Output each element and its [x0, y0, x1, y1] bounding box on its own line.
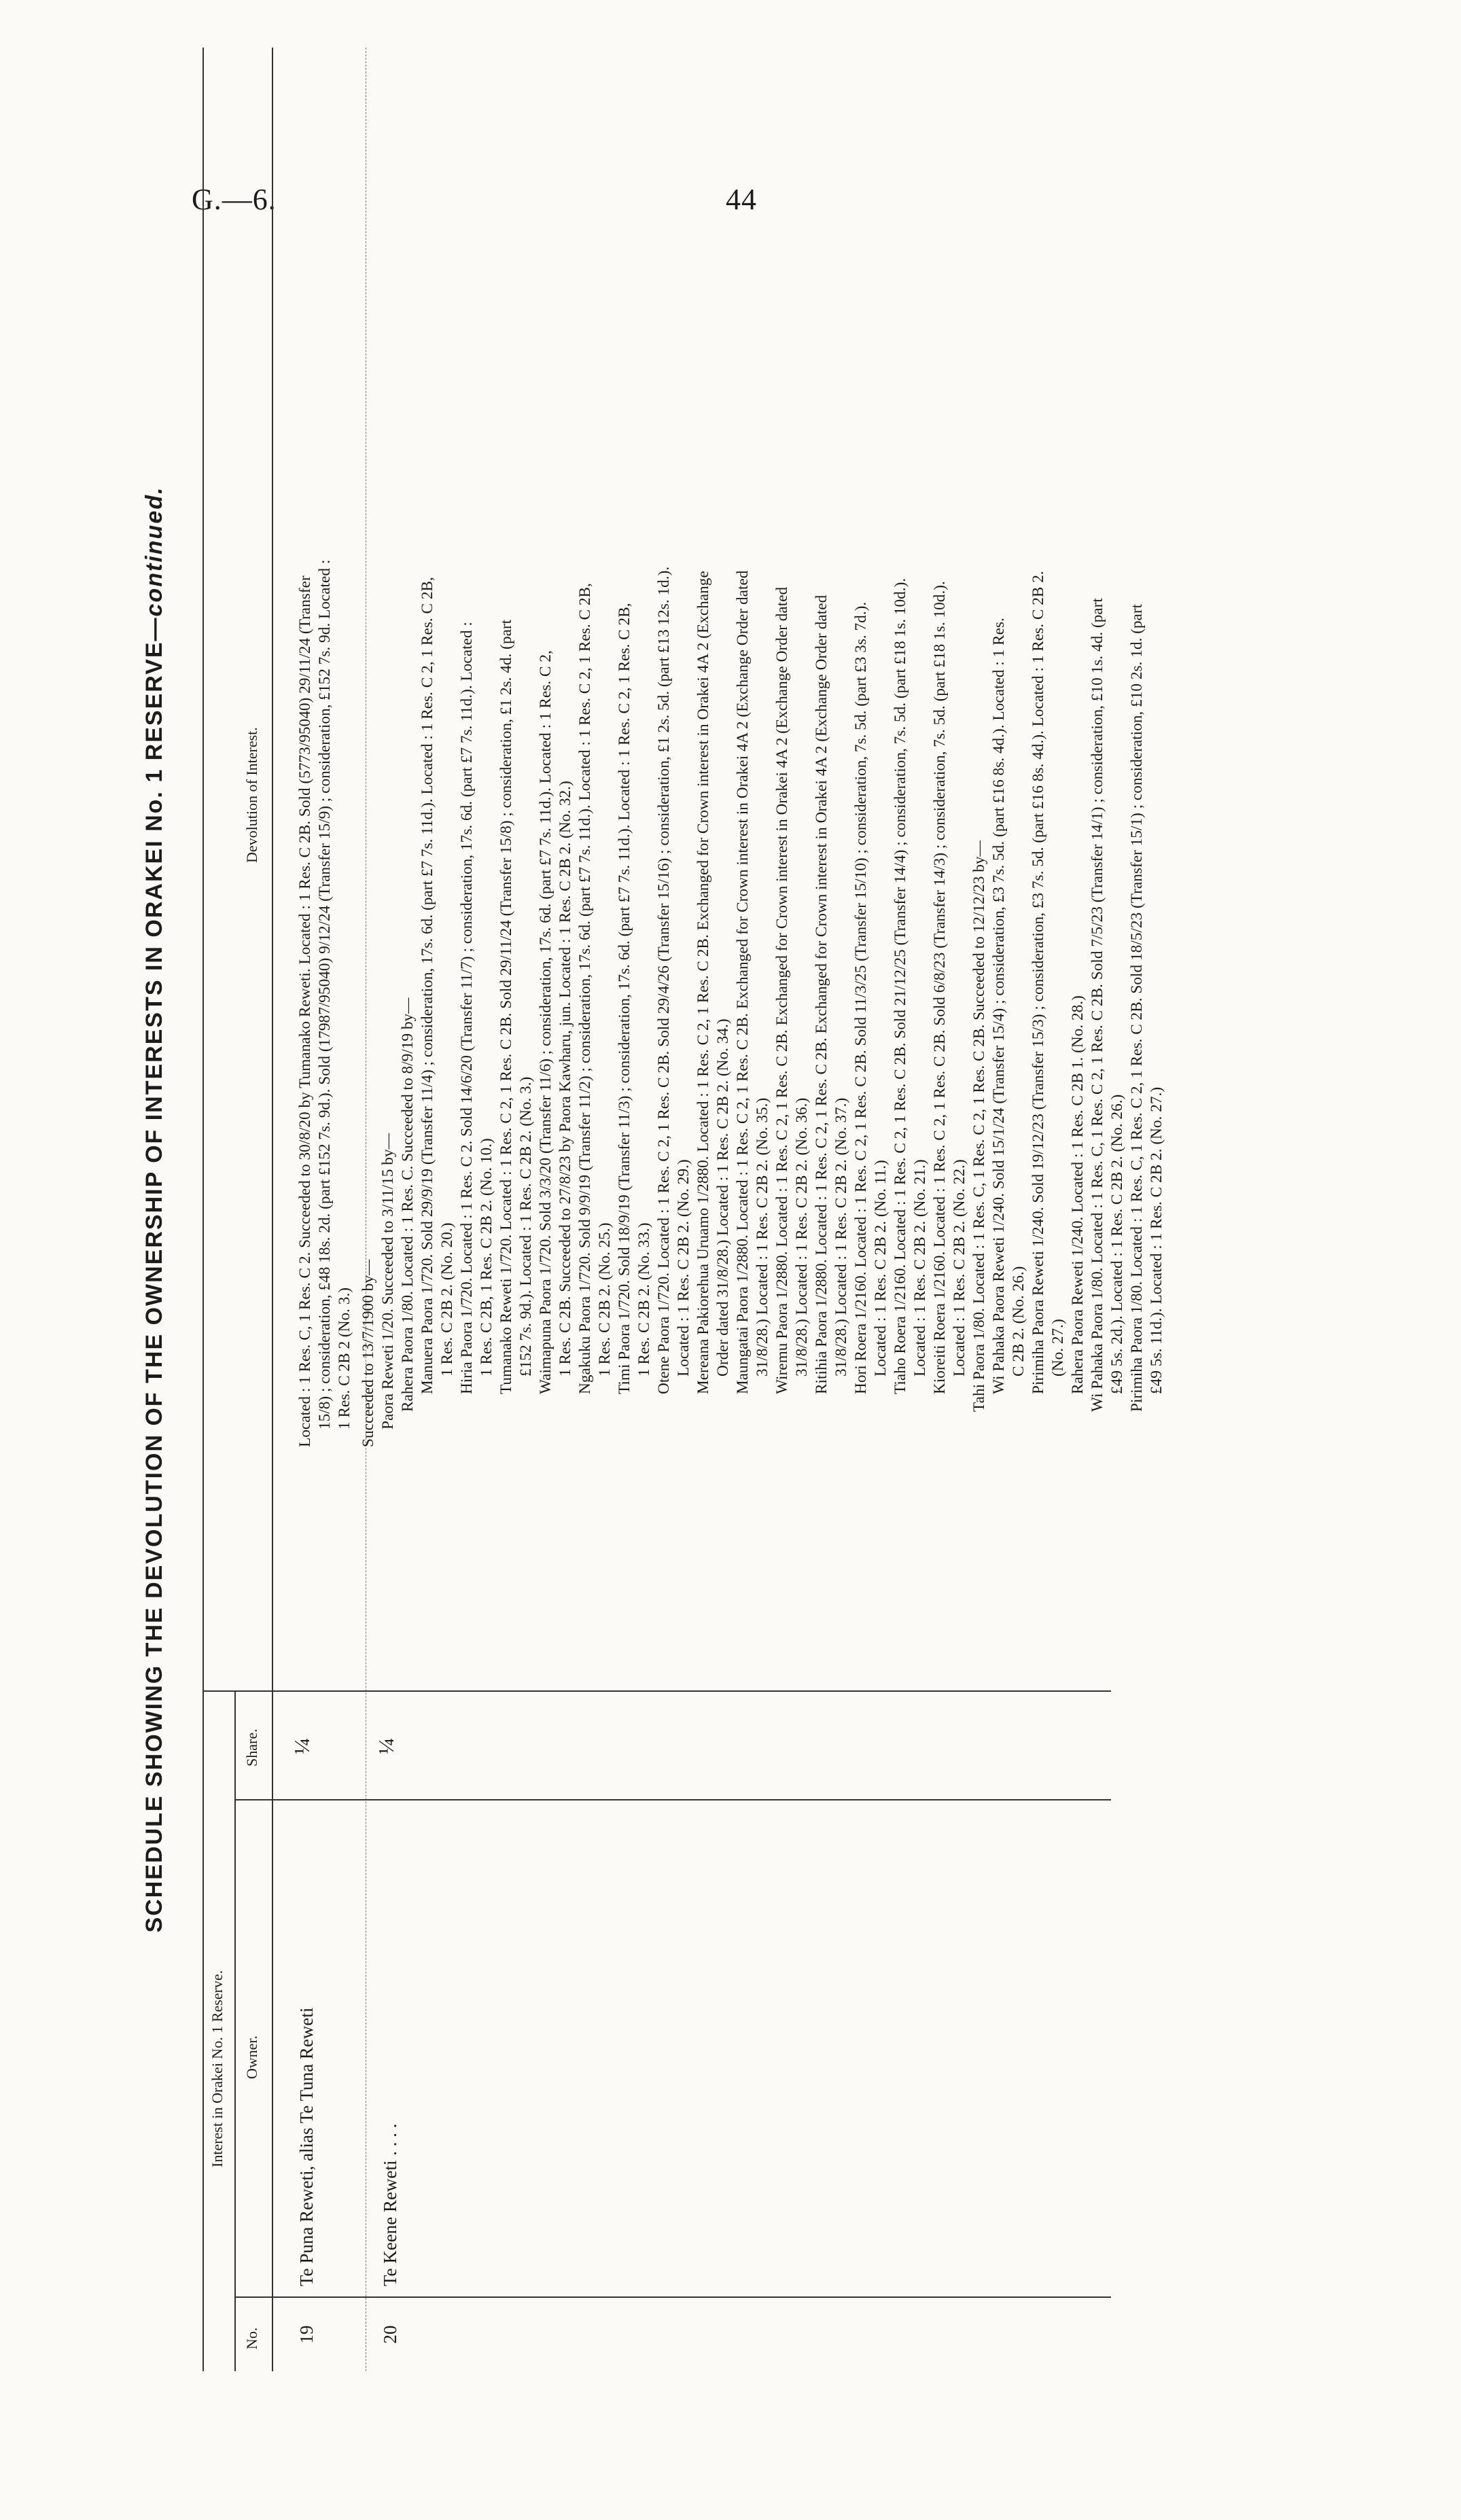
devolution-line: Located : 1 Res. C 2B 2. (No. 29.): [675, 1159, 692, 1377]
devolution-line: Tahi Paora 1/80. Located : 1 Res. C, 1 Res. C 2, 1 Res. C 2B. Succeeded to 12/12/23 by—: [970, 840, 988, 1412]
share-value: ¼: [289, 1738, 314, 1754]
devolution-line: Tiaho Roera 1/2160. Located : 1 Res. C 2, 1 Res. C 2B. Sold 21/12/25 (Transfer 14/4) ; consideration, 7s. 5d. (part £18 1s. 10d.).: [892, 578, 909, 1394]
title-main: SCHEDULE SHOWING THE DEVOLUTION OF THE OWNERSHIP OF INTERESTS IN ORAKEI No. 1 RESERVE—: [141, 616, 167, 1933]
column-header-no: No.: [243, 2327, 260, 2349]
rotated-schedule: [129, 41, 1165, 2378]
document-reference: G.—6.: [192, 183, 277, 216]
devolution-line: Ngakuku Paora 1/720. Sold 9/9/19 (Transfer 11/2) ; consideration, 17s. 6d. (part £7 7s. 11d.). Located : 1 Res. C 2, 1 Res. C 2B,: [576, 583, 594, 1394]
group-header-rule: [234, 1692, 236, 2371]
owner-name: Te Keene Reweti . . . .: [380, 2123, 400, 2286]
table-top-rule: [203, 48, 204, 2371]
row-number: 19: [296, 2325, 317, 2344]
devolution-line: 31/8/28.) Located : 1 Res. C 2B 2. (No. 35.): [754, 1097, 771, 1377]
schedule-title: [141, 41, 168, 2378]
col-divider-owner: [234, 1799, 1111, 1800]
devolution-line: 31/8/28.) Located : 1 Res. C 2B 2. (No. 36.): [793, 1097, 811, 1377]
devolution-line: Located : 1 Res. C 2B 2. (No. 22.): [951, 1159, 968, 1377]
page-number: 44: [726, 183, 757, 216]
devolution-line: C 2B 2. (No. 26.): [1010, 1266, 1027, 1377]
devolution-line: 1 Res. C 2B 2 (No. 3.): [336, 1287, 353, 1430]
column-header-rule: [272, 48, 273, 2371]
devolution-line: £49 5s. 2d.). Located : 1 Res. C 2B 2. (No. 26.): [1108, 1094, 1126, 1394]
devolution-line: 1 Res. C 2B 2. (No. 33.): [635, 1222, 653, 1377]
devolution-text: [296, 54, 1167, 1447]
devolution-line: Hori Roera 1/2160. Located : 1 Res. C 2, 1 Res. C 2B. Sold 11/3/25 (Transfer 15/10) ; consideration, 7s. 5d. (part £3 3s. 7d.).: [852, 601, 870, 1394]
devolution-line: £49 5s. 11d.). Located : 1 Res. C 2B 2. (No. 27.): [1148, 1086, 1165, 1394]
devolution-line: Succeeded to 13/7/1900 by—: [359, 1259, 377, 1447]
devolution-line: Ritihia Paora 1/2880. Located : 1 Res. C 2, 1 Res. C 2B. Exchanged for Crown interest in Orakei 4A 2 (Exchange Order dated: [813, 594, 830, 1394]
title-continued: continued.: [141, 486, 167, 617]
devolution-line: Wiremu Paora 1/2880. Located : 1 Res. C 2, 1 Res. C 2B. Exchanged for Crown interest in Orakei 4A 2 (Exchange Order dated: [773, 586, 791, 1394]
devolution-line: Wi Pahaka Paora Reweti 1/240. Sold 15/1/24 (Transfer 15/4) ; consideration, £3 7s. 5d. (part £16 8s. 4d.). Located : 1 Res.: [990, 618, 1008, 1394]
devolution-line: Rahera Paora 1/80. Located : 1 Res. C. Succeeded to 8/9/19 by—: [399, 997, 417, 1412]
devolution-line: 31/8/28.) Located : 1 Res. C 2B 2. (No. 37.): [832, 1097, 850, 1377]
owner-name: Te Puna Reweti, alias Te Tuna Reweti: [296, 2007, 317, 2286]
devolution-line: Mereana Pakiorehua Uruamo 1/2880. Located : 1 Res. C 2, 1 Res. C 2B. Exchanged for Crown interest in Orakei 4A 2 (Exchange: [694, 571, 712, 1394]
devolution-line: Paora Reweti 1/20. Succeeded to 3/11/15 by—: [379, 1133, 397, 1430]
devolution-line: Hiria Paora 1/720. Located : 1 Res. C 2. Sold 14/6/20 (Transfer 11/7) ; consideration, 17s. 6d. (part £7 7s. 11d.). Located :: [458, 622, 476, 1394]
col-divider-no: [234, 2296, 1111, 2298]
devolution-line: Pirimiha Paora 1/80. Located : 1 Res. C, 1 Res. C 2, 1 Res. C 2B. Sold 18/5/23 (Transfer 15/1) ; consideration, £10 2s. 1d. (part: [1128, 603, 1146, 1412]
devolution-line: Waimapuna Paora 1/720. Sold 3/3/20 (Transfer 11/6) ; consideration, 17s. 6d. (part £7 7s. 11d.). Located : 1 Res. C 2,: [537, 650, 555, 1394]
devolution-line: Located : 1 Res. C 2B 2. (No. 11.): [872, 1160, 890, 1377]
devolution-line: Kioreiti Roera 1/2160. Located : 1 Res. C 2, 1 Res. C 2B. Sold 6/8/23 (Transfer 14/3) ; consideration, 7s. 5d. (part £18 1s. 10d.).: [931, 581, 949, 1394]
devolution-line: (No. 27.): [1049, 1319, 1067, 1377]
devolution-line: 1 Res. C 2B, 1 Res. C 2B 2. (No. 10.): [478, 1138, 495, 1377]
devolution-line: Order dated 31/8/28.) Located : 1 Res. C 2B 2. (No. 34.): [714, 1018, 732, 1377]
devolution-line: 15/8) ; consideration, £48 18s. 2d. (part £152 7s. 9d.). Sold (17987/95040) 9/12/24 (Transfer 15/9) ; consideration, £152 7s. 9d. Located :: [316, 559, 334, 1430]
devolution-line: Otene Paora 1/720. Located : 1 Res. C 2, 1 Res. C 2B. Sold 29/4/26 (Transfer 15/16) ; consideration, £1 2s. 5d. (part £13 12s. 1d.).: [655, 566, 673, 1394]
column-header-devolution: Devolution of Interest.: [243, 727, 260, 863]
devolution-line: Located : 1 Res. C 2B 2. (No. 21.): [911, 1159, 929, 1377]
devolution-line: Located : 1 Res. C, 1 Res. C 2. Succeeded to 30/8/20 by Tumanako Reweti. Located : 1 Res. C 2B. Sold (5773/95040) 29/11/24 (Transfer: [296, 575, 314, 1447]
devolution-line: Wi Pahaka Paora 1/80. Located : 1 Res. C, 1 Res. C 2, 1 Res. C 2B. Sold 7/5/23 (Transfer 14/1) ; consideration, £10 1s. 4d. (part: [1089, 598, 1106, 1412]
group-header: Interest in Orakei No. 1 Reserve.: [209, 1970, 226, 2167]
share-value: ¼: [374, 1738, 398, 1754]
col-divider-share: [203, 1690, 1111, 1692]
devolution-line: 1 Res. C 2B 2. (No. 20.): [438, 1222, 456, 1377]
devolution-line: 1 Res. C 2B 2. (No. 25.): [596, 1222, 614, 1377]
column-header-share: Share.: [243, 1728, 260, 1767]
devolution-line: Rahera Paora Reweti 1/240. Located : 1 Res. C 2B 1. (No. 28.): [1069, 995, 1087, 1394]
column-header-owner: Owner.: [243, 2035, 260, 2079]
devolution-line: Pirimiha Paora Reweti 1/240. Sold 19/12/23 (Transfer 15/3) ; consideration, £3 7s. 5d. (part £16 8s. 4d.). Located : 1 Res. C 2B 2.: [1029, 571, 1047, 1394]
devolution-line: £152 7s. 9d.). Located : 1 Res. C 2B 2. (No. 3.): [517, 1076, 535, 1377]
row-number: 20: [380, 2325, 400, 2344]
devolution-line: Maungatai Paora 1/2880. Located : 1 Res. C 2, 1 Res. C 2B. Exchanged for Crown interest in Orakei 4A 2 (Exchange Order dated: [734, 570, 752, 1394]
devolution-line: Timi Paora 1/720. Sold 18/9/19 (Transfer 11/3) ; consideration, 17s. 6d. (part £7 7s. 11d.). Located : 1 Res. C 2, 1 Res. C 2B,: [616, 603, 633, 1394]
devolution-line: Tumanako Reweti 1/720. Located : 1 Res. C 2, 1 Res. C 2B. Sold 29/11/24 (Transfer 15/8) ; consideration, £1 2s. 4d. (part: [497, 619, 515, 1394]
devolution-line: 1 Res. C 2B. Succeeded to 27/8/23 by Paora Kawharu, jun. Located : 1 Res. C 2B 2. (No. 32.): [557, 781, 574, 1377]
devolution-line: Manuera Paora 1/720. Sold 29/9/19 (Transfer 11/4) ; consideration, 17s. 6d. (part £7 7s. 11d.). Located : 1 Res. C 2, 1 Res. C 2B,: [419, 577, 436, 1394]
